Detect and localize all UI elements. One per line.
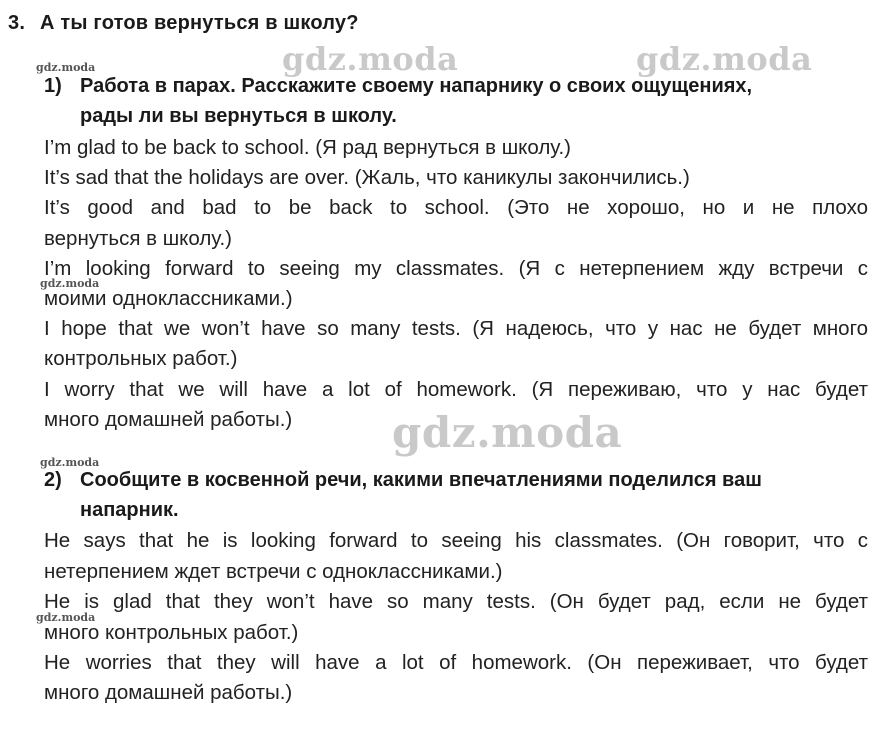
answer-line: контрольных работ.) — [44, 347, 238, 370]
exercise-heading — [8, 12, 359, 35]
watermark-large: gdz.moda — [282, 40, 459, 78]
answer-line: He worries that they will have a lot of homework. (Он переживает, что будет — [44, 651, 868, 674]
answer-line: It’s good and bad to be back to school. (Это не хорошо, но и не плохо — [44, 196, 868, 219]
answer-line: I’m glad to be back to school. (Я рад вернуться в школу.) — [44, 136, 572, 159]
answer-line: много домашней работы.) — [44, 681, 293, 704]
task-2-title — [44, 465, 762, 525]
answer-line: много домашней работы.) — [44, 408, 293, 431]
task-1-title — [44, 71, 752, 131]
answer-line: много контрольных работ.) — [44, 621, 299, 644]
task-1-number: 1) — [44, 75, 62, 97]
watermark-small: gdz.moda — [36, 61, 96, 74]
exercise-title: А ты готов вернуться в школу? — [40, 12, 359, 34]
watermark-small: gdz.moda — [36, 611, 96, 624]
task-2-title-line: напарник. — [80, 499, 179, 521]
answer-line: I worry that we will have a lot of homework. (Я переживаю, что у нас будет — [44, 378, 868, 401]
watermark-large: gdz.moda — [636, 40, 813, 78]
answer-line: нетерпением ждет встречи с одноклассниками.) — [44, 560, 503, 583]
answer-line: I hope that we won’t have so many tests. (Я надеюсь, что у нас не будет много — [44, 317, 868, 340]
task-2-title-line: Сообщите в косвенной речи, какими впечатлениями поделился ваш — [80, 469, 762, 491]
task-2-number: 2) — [44, 469, 62, 491]
watermark-small: gdz.moda — [40, 277, 100, 290]
exercise-number: 3. — [8, 12, 26, 34]
answer-line: I’m looking forward to seeing my classmates. (Я с нетерпением жду встречи с — [44, 257, 868, 280]
answer-line: It’s sad that the holidays are over. (Жаль, что каникулы закончились.) — [44, 166, 690, 189]
watermark-large: gdz.moda — [392, 408, 623, 457]
answer-line: He is glad that they won’t have so many tests. (Он будет рад, если не будет — [44, 590, 868, 613]
watermark-small: gdz.moda — [40, 456, 100, 469]
answer-line: моими одноклассниками.) — [44, 287, 293, 310]
task-1-title-line: рады ли вы вернуться в школу. — [80, 105, 397, 127]
answer-line: вернуться в школу.) — [44, 227, 233, 250]
task-1-title-line: Работа в парах. Расскажите своему напарнику о своих ощущениях, — [80, 75, 753, 97]
answer-line: He says that he is looking forward to seeing his classmates. (Он говорит, что с — [44, 529, 868, 552]
